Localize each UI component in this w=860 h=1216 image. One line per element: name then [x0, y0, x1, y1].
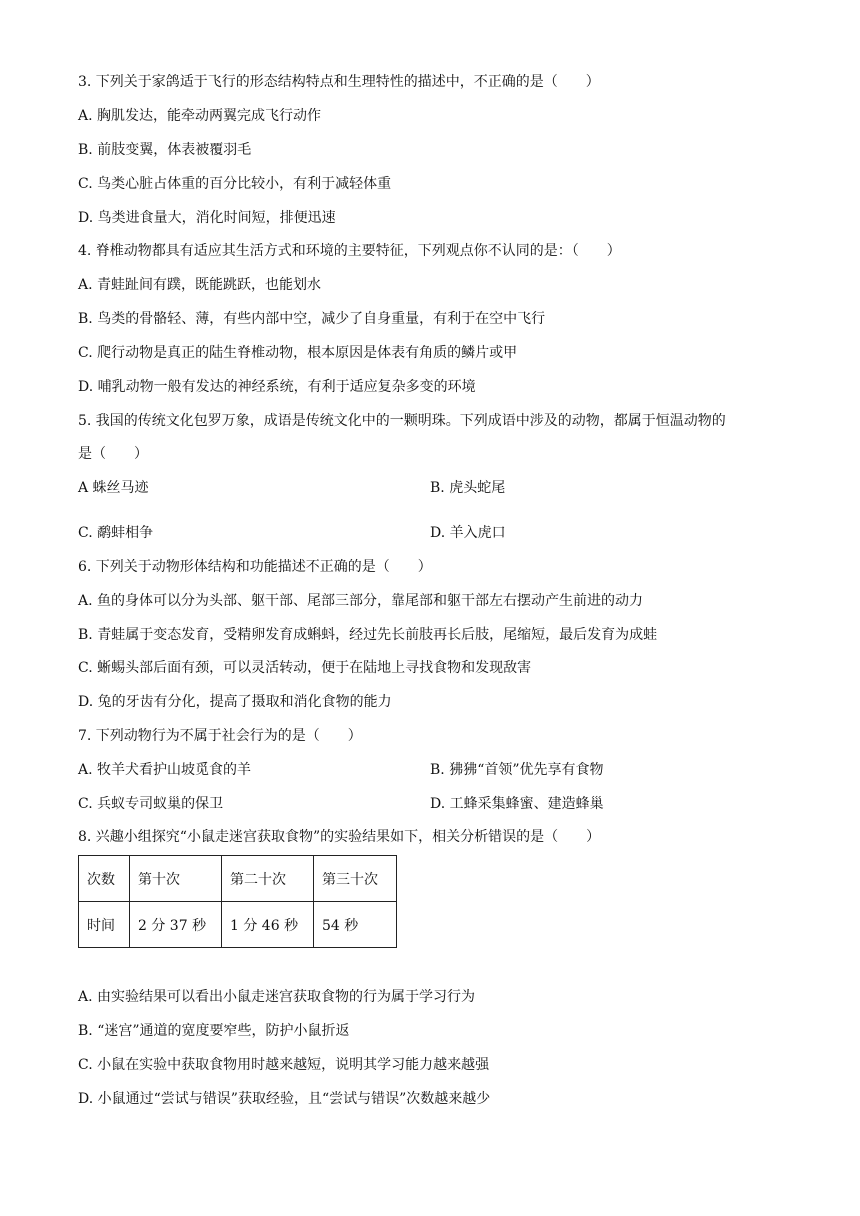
table-row — [79, 902, 397, 948]
q4-option-b: B. 鸟类的骨骼轻、薄，有些内部中空，减少了自身重量，有利于在空中飞行 — [78, 311, 546, 327]
q8-option-a: A. 由实验结果可以看出小鼠走迷宫获取食物的行为属于学习行为 — [78, 989, 476, 1005]
q5-option-c: C. 鹬蚌相争 — [78, 525, 154, 541]
q3-stem: 3. 下列关于家鸽适于飞行的形态结构特点和生理特性的描述中，不正确的是（ ） — [78, 74, 600, 90]
q6-option-c: C. 蜥蜴头部后面有颈，可以灵活转动，便于在陆地上寻找食物和发现敌害 — [78, 660, 532, 676]
q8-option-c: C. 小鼠在实验中获取食物用时越来越短，说明其学习能力越来越强 — [78, 1057, 490, 1073]
q3-option-d: D. 鸟类进食量大，消化时间短，排便迅速 — [78, 210, 336, 226]
q6-option-a: A. 鱼的身体可以分为头部、躯干部、尾部三部分，靠尾部和躯干部左右摆动产生前进的动力 — [78, 593, 644, 609]
q5-option-a: A 蛛丝马迹 — [78, 480, 149, 496]
q4-option-d: D. 哺乳动物一般有发达的神经系统，有利于适应复杂多变的环境 — [78, 379, 476, 395]
table-cell: 第二十次 — [222, 856, 314, 902]
table-cell: 第十次 — [130, 856, 222, 902]
table-cell: 时间 — [79, 902, 130, 948]
q3-option-c: C. 鸟类心脏占体重的百分比较小，有利于减轻体重 — [78, 176, 392, 192]
experiment-table — [78, 855, 397, 948]
q5-option-b: B. 虎头蛇尾 — [430, 480, 506, 496]
q7-option-a: A. 牧羊犬看护山坡觅食的羊 — [78, 762, 252, 778]
q5-stem-line2: 是（ ） — [78, 446, 148, 462]
q6-option-b: B. 青蛙属于变态发育，受精卵发育成蝌蚪，经过先长前肢再长后肢，尾缩短，最后发育为成蛙 — [78, 627, 658, 643]
q8-stem: 8. 兴趣小组探究“小鼠走迷宫获取食物”的实验结果如下，相关分析错误的是（ ） — [78, 829, 601, 845]
table-cell: 2 分 37 秒 — [130, 902, 222, 948]
q5-option-d: D. 羊入虎口 — [430, 525, 506, 541]
q7-option-c: C. 兵蚁专司蚁巢的保卫 — [78, 796, 224, 812]
q8-option-d: D. 小鼠通过“尝试与错误”获取经验，且“尝试与错误”次数越来越少 — [78, 1091, 491, 1107]
table-header-row — [79, 856, 397, 902]
table-cell: 第三十次 — [314, 856, 397, 902]
q6-stem: 6. 下列关于动物形体结构和功能描述不正确的是（ ） — [78, 559, 432, 575]
q7-stem: 7. 下列动物行为不属于社会行为的是（ ） — [78, 728, 362, 744]
q7-option-d: D. 工蜂采集蜂蜜、建造蜂巢 — [430, 796, 604, 812]
q8-option-b: B. “迷宫”通道的宽度要窄些，防护小鼠折返 — [78, 1023, 350, 1039]
table-cell: 54 秒 — [314, 902, 397, 948]
q3-option-a: A. 胸肌发达，能牵动两翼完成飞行动作 — [78, 108, 322, 124]
q3-option-b: B. 前肢变翼，体表被覆羽毛 — [78, 142, 252, 158]
q5-stem-line1: 5. 我国的传统文化包罗万象，成语是传统文化中的一颗明珠。下列成语中涉及的动物，都属于恒温动物的 — [78, 413, 726, 429]
q4-stem: 4. 脊椎动物都具有适应其生活方式和环境的主要特征，下列观点你不认同的是：（ ） — [78, 243, 621, 259]
table-cell: 1 分 46 秒 — [222, 902, 314, 948]
table-cell: 次数 — [79, 856, 130, 902]
q7-option-b: B. 狒狒“首领”优先享有食物 — [430, 762, 604, 778]
q4-option-c: C. 爬行动物是真正的陆生脊椎动物，根本原因是体表有角质的鳞片或甲 — [78, 345, 518, 361]
q6-option-d: D. 兔的牙齿有分化，提高了摄取和消化食物的能力 — [78, 694, 392, 710]
q4-option-a: A. 青蛙趾间有蹼，既能跳跃，也能划水 — [78, 277, 322, 293]
